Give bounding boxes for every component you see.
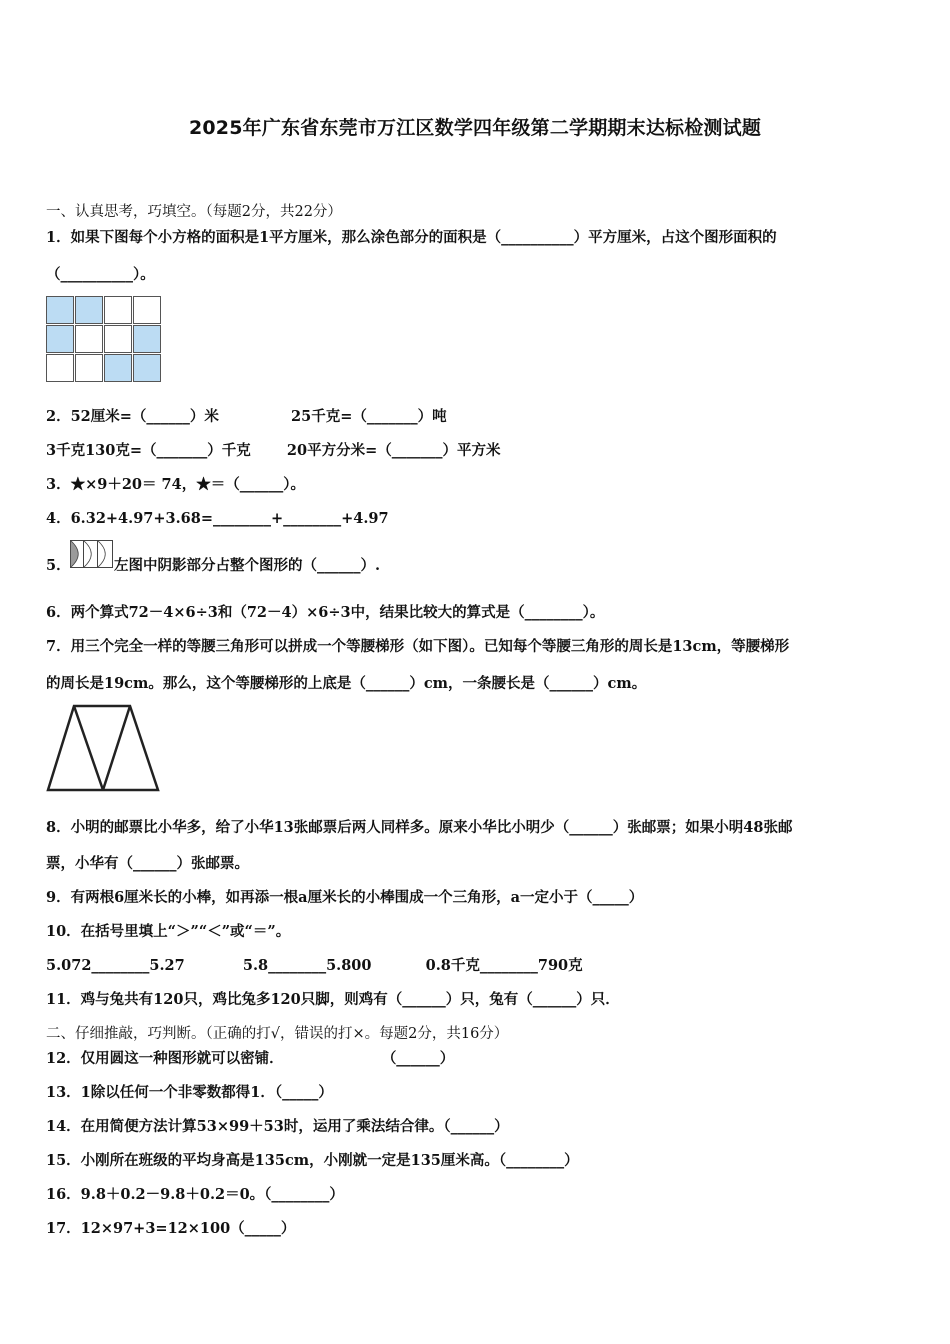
question-5-text: 左图中阴影部分占整个图形的（______）. bbox=[114, 557, 381, 574]
grid-cell bbox=[46, 354, 74, 382]
grid-cell bbox=[75, 325, 103, 353]
question-8-line-2: 票，小华有（______）张邮票。 bbox=[46, 855, 249, 872]
grid-cell bbox=[75, 296, 103, 324]
question-4: 4．6.32+4.97+3.68=________+________+4.97 bbox=[46, 510, 389, 527]
question-3: 3．★×9＋20＝ 74，★＝（______）。 bbox=[46, 476, 305, 493]
question-10: 10．在括号里填上“＞”“＜”或“＝”。 bbox=[46, 923, 291, 940]
shaded-grid-figure bbox=[46, 296, 162, 383]
question-5-number: 5． bbox=[46, 557, 71, 574]
q12-answer-blank: （______） bbox=[381, 1050, 455, 1067]
question-1-line-2: （__________）。 bbox=[46, 266, 155, 283]
question-13: 13．1除以任何一个非零数都得1．（_____） bbox=[46, 1084, 333, 1101]
q10-comparison-3: 0.8千克________790克 bbox=[425, 957, 583, 974]
q2-item-2: 25千克=（_______）吨 bbox=[291, 408, 447, 425]
fraction-shapes-icon bbox=[70, 540, 114, 568]
q10-comparison-1: 5.072________5.27 bbox=[46, 957, 185, 974]
question-7-line-1: 7．用三个完全一样的等腰三角形可以拼成一个等腰梯形（如下图）。已知每个等腰三角形的周长是13cm，等腰梯形 bbox=[46, 638, 790, 655]
question-2-row-1 bbox=[46, 407, 447, 427]
grid-cell bbox=[75, 354, 103, 382]
question-6: 6．两个算式72－4×6÷3和（72－4）×6÷3中，结果比较大的算式是（________）。 bbox=[46, 604, 605, 621]
grid-cell bbox=[133, 325, 161, 353]
section-2-heading: 二、仔细推敲，巧判断。（正确的打√，错误的打×。每题2分，共16分） bbox=[46, 1026, 509, 1042]
trapezoid-figure bbox=[46, 704, 166, 794]
q10-comparison-2: 5.8________5.800 bbox=[242, 957, 372, 974]
grid-cell bbox=[104, 296, 132, 324]
question-1-line-1: 1．如果下图每个小方格的面积是1平方厘米，那么涂色部分的面积是（__________）平方厘米，占这个图形面积的 bbox=[46, 229, 777, 246]
question-15: 15．小刚所在班级的平均身高是135cm，小刚就一定是135厘米高。（________） bbox=[46, 1152, 579, 1169]
grid-cell bbox=[133, 296, 161, 324]
question-17: 17．12×97+3=12×100（_____） bbox=[46, 1220, 296, 1237]
question-8-line-1: 8．小明的邮票比小华多，给了小华13张邮票后两人同样多。原来小华比小明少（______）张邮票；如果小明48张邮 bbox=[46, 819, 793, 836]
q2-item-4: 20平方分米=（_______）平方米 bbox=[286, 442, 501, 459]
grid-cell bbox=[46, 325, 74, 353]
grid-cell bbox=[104, 354, 132, 382]
q2-item-1: 2．52厘米=（______）米 bbox=[46, 408, 219, 425]
question-11: 11．鸡与兔共有120只，鸡比兔多120只脚，则鸡有（______）只，兔有（______）只． bbox=[46, 991, 620, 1008]
question-7-line-2: 的周长是19cm。那么，这个等腰梯形的上底是（______）cm，一条腰长是（______）cm。 bbox=[46, 675, 647, 692]
question-9: 9．有两根6厘米长的小棒，如再添一根a厘米长的小棒围成一个三角形，a一定小于（_____） bbox=[46, 889, 644, 906]
question-12 bbox=[46, 1049, 454, 1069]
page-title: 2025年广东省东莞市万江区数学四年级第二学期期末达标检测试题 bbox=[188, 117, 762, 139]
question-2-row-2 bbox=[46, 441, 500, 461]
question-10-comparisons bbox=[46, 956, 583, 976]
q2-item-3: 3千克130克=（_______）千克 bbox=[46, 442, 251, 459]
grid-cell bbox=[46, 296, 74, 324]
grid-cell bbox=[133, 354, 161, 382]
question-16: 16．9.8＋0.2－9.8＋0.2＝0。（________） bbox=[46, 1186, 344, 1203]
q12-text: 12．仅用圆这一种图形就可以密铺． bbox=[46, 1050, 284, 1067]
question-14: 14．在用简便方法计算53×99＋53时，运用了乘法结合律。（______） bbox=[46, 1118, 509, 1135]
section-1-heading: 一、认真思考，巧填空。（每题2分，共22分） bbox=[46, 204, 342, 220]
grid-cell bbox=[104, 325, 132, 353]
